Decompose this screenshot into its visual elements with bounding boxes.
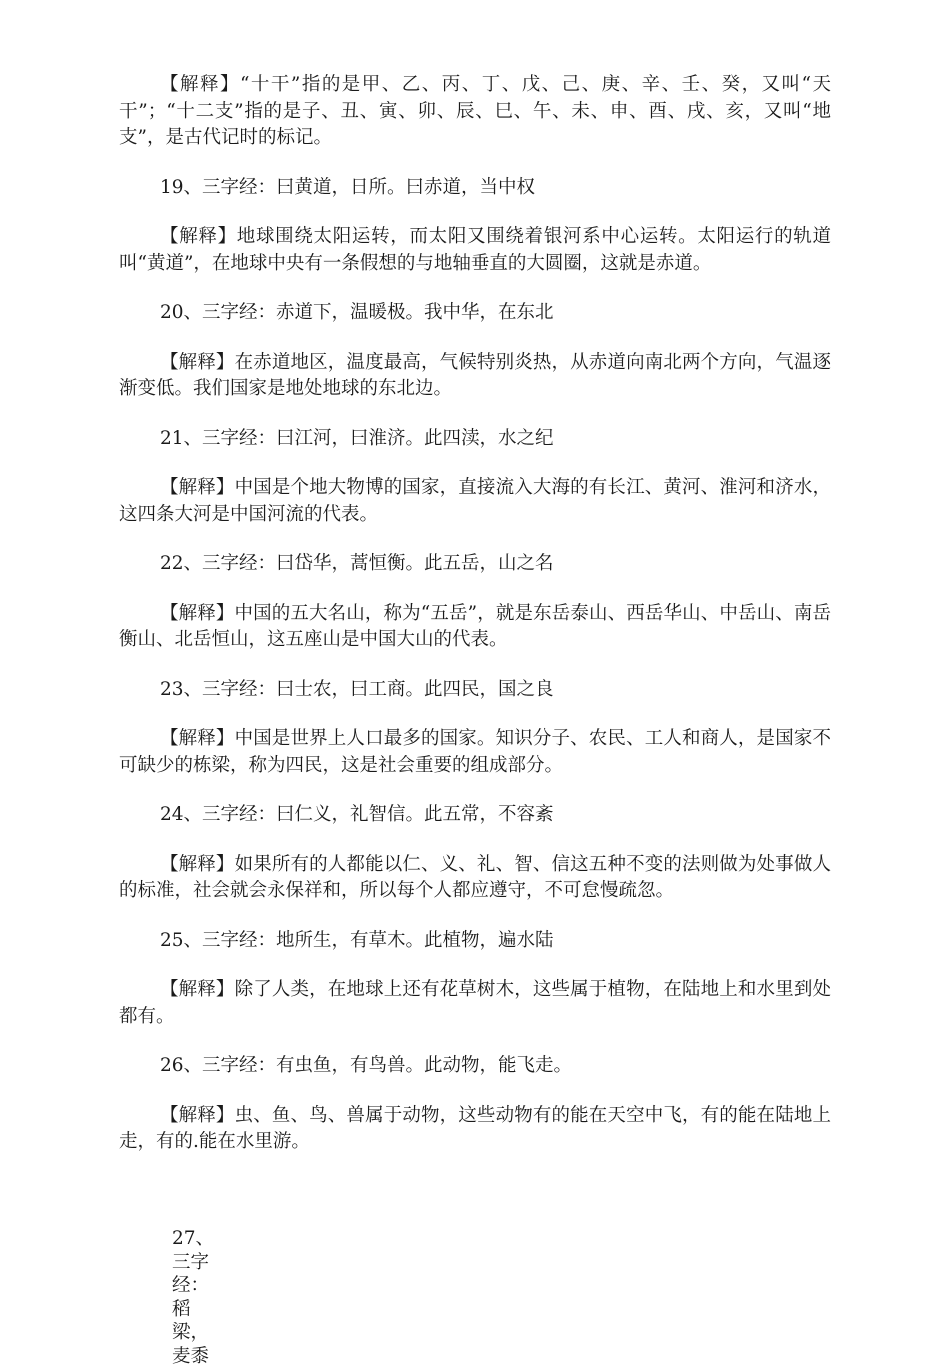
narrow-line: 27、 bbox=[172, 1227, 218, 1251]
verse-heading: 19、三字经：曰黄道，日所。曰赤道，当中权 bbox=[119, 175, 831, 202]
verse-heading: 24、三字经：曰仁义，礼智信。此五常，不容紊 bbox=[119, 802, 831, 829]
verse-heading: 26、三字经：有虫鱼，有鸟兽。此动物，能飞走。 bbox=[119, 1053, 831, 1080]
verse-heading: 23、三字经：曰士农，曰工商。此四民，国之良 bbox=[119, 677, 831, 704]
narrow-line: 稻梁， bbox=[172, 1298, 218, 1345]
explanation-paragraph: 【解释】中国是个地大物博的国家，直接流入大海的有长江、黄河、淮河和济水，这四条大河是中国河流的代表。 bbox=[119, 475, 831, 528]
explanation-paragraph: 【解释】在赤道地区，温度最高，气候特别炎热，从赤道向南北两个方向，气温逐渐变低。我们国家是地处地球的东北边。 bbox=[119, 350, 831, 403]
explanation-paragraph: 【解释】中国是世界上人口最多的国家。知识分子、农民、工人和商人，是国家不可缺少的栋梁，称为四民，这是社会重要的组成部分。 bbox=[119, 726, 831, 779]
explanation-paragraph: 【解释】“十干”指的是甲、乙、丙、丁、戊、己、庚、辛、壬、癸，又叫“天干”；“十二支”指的是子、丑、寅、卯、辰、巳、午、未、申、酉、戌、亥，又叫“地支”，是古代记时的标记。 bbox=[119, 72, 831, 152]
explanation-paragraph: 【解释】中国的五大名山，称为“五岳”，就是东岳泰山、西岳华山、中岳山、南岳衡山、北岳恒山，这五座山是中国大山的代表。 bbox=[119, 601, 831, 654]
narrow-line: 麦黍 bbox=[172, 1345, 218, 1368]
verse-heading: 21、三字经：曰江河，曰淮济。此四渎，水之纪 bbox=[119, 426, 831, 453]
explanation-paragraph: 【解释】除了人类，在地球上还有花草树木，这些属于植物，在陆地上和水里到处都有。 bbox=[119, 977, 831, 1030]
narrow-line: 经： bbox=[172, 1274, 218, 1298]
narrow-line: 三字 bbox=[172, 1251, 218, 1275]
verse-heading: 25、三字经：地所生，有草木。此植物，遍水陆 bbox=[119, 928, 831, 955]
explanation-paragraph: 【解释】如果所有的人都能以仁、义、礼、智、信这五种不变的法则做为处事做人的标准，社会就会永保祥和，所以每个人都应遵守，不可怠慢疏忽。 bbox=[119, 852, 831, 905]
explanation-paragraph: 【解释】虫、鱼、鸟、兽属于动物，这些动物有的能在天空中飞，有的能在陆地上走，有的.能在水里游。 bbox=[119, 1103, 831, 1156]
explanation-paragraph: 【解释】地球围绕太阳运转，而太阳又围绕着银河系中心运转。太阳运行的轨道叫“黄道”，在地球中央有一条假想的与地轴垂直的大圆圈，这就是赤道。 bbox=[119, 224, 831, 277]
document-body bbox=[119, 72, 831, 1156]
verse-heading: 22、三字经：曰岱华，蒿恒衡。此五岳，山之名 bbox=[119, 551, 831, 578]
verse-heading-narrow bbox=[172, 1227, 218, 1368]
verse-heading: 20、三字经：赤道下，温暖极。我中华，在东北 bbox=[119, 300, 831, 327]
